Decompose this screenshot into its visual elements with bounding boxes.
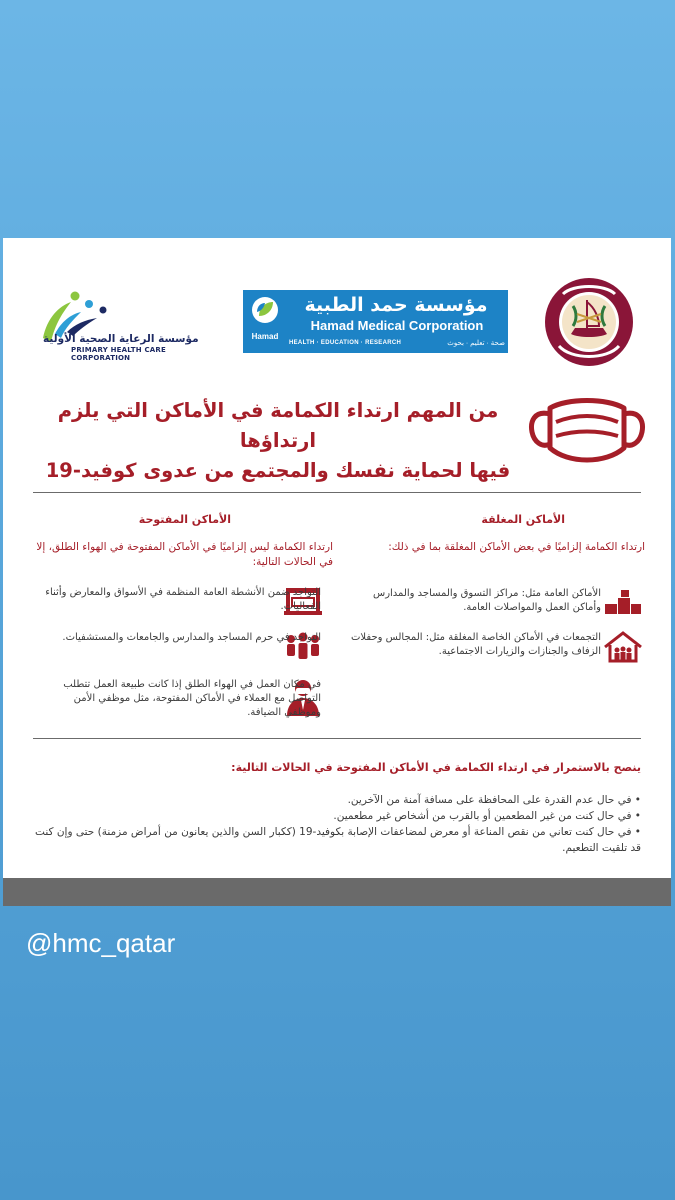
face-mask-icon <box>528 390 646 472</box>
hmc-logo <box>243 290 508 353</box>
hmc-tagline <box>289 338 505 350</box>
card-footer-bar <box>3 878 671 906</box>
divider-bottom <box>33 738 641 739</box>
recommendation-item-3: • في حال كنت تعاني من نقص المناعة أو معرض لمضاعفات الإصابة بكوفيد-19 (ككبار السن والذين يعانون من أمراض مزمنة) حتى وإن كنت قد تلقيت التطعيم. <box>35 826 641 854</box>
open-place-item-1: التواجد ضمن الأنشطة العامة المنظمة في الأسواق والمعارض وأثناء الفعاليات. <box>45 587 321 612</box>
divider-top <box>33 492 641 493</box>
hmc-tagline-english: HEALTH · EDUCATION · RESEARCH <box>289 340 402 346</box>
account-handle[interactable]: @hmc_qatar <box>26 928 176 958</box>
recommendation-item-2: • في حال كنت من غير المطعمين أو بالقرب من أشخاص غير مطعمين. <box>333 810 641 822</box>
phcc-arabic-name: مؤسسة الرعاية الصحية الأولية <box>43 333 199 345</box>
hmc-english-name: Hamad Medical Corporation <box>310 318 484 333</box>
crates-icon <box>603 588 643 616</box>
recommendation-title: ينصح بالاستمرار في ارتداء الكمامة في الأماكن المفتوحة في الحالات التالية: <box>231 761 641 774</box>
recommendation-item-1: • في حال عدم القدرة على المحافظة على مسافة آمنة من الآخرين. <box>347 794 641 806</box>
hmc-tagline-arabic: صحة · تعليم · بحوث <box>447 340 505 347</box>
recommendation-list <box>29 792 641 856</box>
headline-line-2: فيها لحماية نفسك والمجتمع من عدوى كوفيد-19 <box>45 459 511 482</box>
closed-places-title: الأماكن المغلقة <box>481 513 565 526</box>
phcc-english-name: PRIMARY HEALTH CARE CORPORATION <box>71 346 166 362</box>
closed-places-intro: ارتداء الكمامة إلزاميًا في بعض الأماكن المغلقة بما في ذلك: <box>388 541 645 553</box>
open-places-intro: ارتداء الكمامة ليس إلزاميًا في الأماكن المفتوحة في الهواء الطلق، إلا في الحالات التالية: <box>36 541 333 568</box>
closed-place-item-2: التجمعات في الأماكن الخاصة المغلقة مثل: المجالس وحفلات الزفاف والجنازات والزيارات الاجتماعية. <box>351 632 601 657</box>
moph-emblem-icon <box>543 276 635 368</box>
hmc-hamad-word: Hamad <box>251 332 279 341</box>
open-places-title: الأماكن المفتوحة <box>138 513 231 526</box>
headline <box>33 396 523 486</box>
open-place-item-3: في مكان العمل في الهواء الطلق إذا كانت طبيعة العمل تتطلب التواصل مع العملاء في الأماكن المفتوحة، مثل موظفي الأمن وموظفي الضيافة. <box>63 679 321 718</box>
infographic-card <box>3 238 671 906</box>
closed-place-item-1: الأماكن العامة مثل: مراكز التسوق والمساجد والمدارس وأماكن العمل والمواصلات العامة. <box>372 588 601 613</box>
house-family-icon <box>603 631 643 663</box>
open-place-item-2: التواجد في حرم المساجد والمدارس والجامعات والمستشفيات. <box>62 632 321 643</box>
headline-line-1: من المهم ارتداء الكمامة في الأماكن التي يلزم ارتداؤها <box>57 399 499 452</box>
hmc-arabic-name: مؤسسة حمد الطبية <box>304 294 488 316</box>
